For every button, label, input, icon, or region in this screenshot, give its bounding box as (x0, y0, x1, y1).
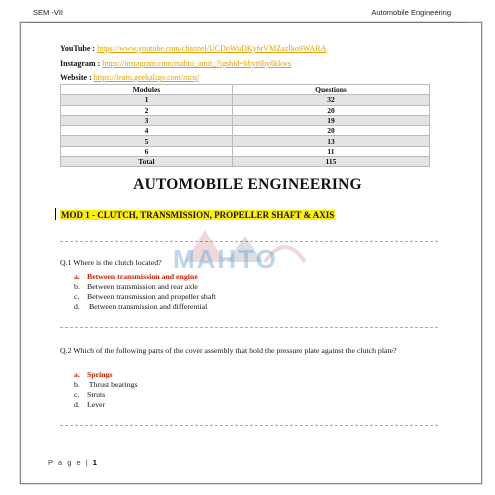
module-cell: Total (61, 157, 233, 167)
table-row (61, 157, 430, 167)
page-label: P a g e | (48, 458, 93, 467)
youtube-link[interactable]: https://www.youtube.com/channel/UCDoWuDKy6rVMZazIko9WARA (97, 44, 327, 53)
website-link-row (60, 73, 199, 82)
questions-cell: 20 (232, 126, 429, 136)
option-letter: b. (74, 380, 80, 389)
table-header-questions: Questions (232, 85, 429, 95)
q2-option-a (74, 370, 113, 379)
q1-option-a (74, 272, 198, 281)
question-2: Q.2 Which of the following parts of the cover assembly that hold the pressure plate against the clutch plate? (60, 346, 397, 355)
q1-option-b (74, 282, 198, 291)
separator: : (90, 44, 98, 53)
table-row (61, 105, 430, 115)
header-subject: Automobile Engineering (371, 8, 451, 17)
option-letter: a. (74, 272, 80, 281)
document-title: AUTOMOBILE ENGINEERING (133, 176, 362, 193)
modules-table (60, 84, 430, 167)
instagram-label: Instagram (60, 59, 96, 68)
youtube-link-row (60, 44, 326, 53)
option-letter: b. (74, 282, 80, 291)
option-text: Lever (87, 400, 106, 409)
module-cell: 3 (61, 115, 233, 125)
instagram-link-row (60, 59, 291, 68)
option-text: Springs (87, 370, 113, 379)
website-link[interactable]: https://learn.geekaligo.com/mcq/ (93, 73, 200, 82)
questions-cell: 115 (232, 157, 429, 167)
module-cell: 6 (61, 146, 233, 156)
text-cursor (55, 208, 56, 220)
module-cell: 5 (61, 136, 233, 146)
option-letter: a. (74, 370, 80, 379)
table-row (61, 136, 430, 146)
website-label: Website (60, 73, 88, 82)
option-letter: c. (74, 292, 80, 301)
instagram-link[interactable]: https://instagram.com/mahto_amit_?igshid=kbyt6by8kkws (102, 59, 291, 68)
page-footer (48, 458, 97, 467)
module-cell: 4 (61, 126, 233, 136)
q1-option-c (74, 292, 216, 301)
option-text: Thrust bearings (87, 380, 138, 389)
separator: : (95, 59, 103, 68)
dashed-divider (60, 425, 438, 426)
dashed-divider (60, 327, 438, 328)
questions-cell: 11 (232, 146, 429, 156)
questions-cell: 20 (232, 105, 429, 115)
questions-cell: 19 (232, 115, 429, 125)
separator: : (87, 73, 94, 82)
table-header-modules: Modules (61, 85, 233, 95)
youtube-label: YouTube (60, 44, 91, 53)
table-row (61, 95, 430, 105)
option-letter: c. (74, 390, 80, 399)
table-header-row (61, 85, 430, 95)
q2-option-c (74, 390, 105, 399)
header-divider (28, 22, 467, 23)
option-text: Between transmission and propeller shaft (87, 292, 217, 301)
option-text: Between transmission and differential (87, 302, 208, 311)
option-letter: d. (74, 302, 80, 311)
module-cell: 1 (61, 95, 233, 105)
question-1: Q.1 Where is the clutch located? (60, 258, 162, 267)
questions-cell: 13 (232, 136, 429, 146)
q2-option-b (74, 380, 138, 389)
option-letter: d. (74, 400, 80, 409)
questions-cell: 32 (232, 95, 429, 105)
option-text: Struts (87, 390, 106, 399)
module-cell: 2 (61, 105, 233, 115)
table-row (61, 115, 430, 125)
page-number: 1 (92, 458, 97, 467)
module-heading: MOD 1 - CLUTCH, TRANSMISSION, PROPELLER SHAFT & AXIS (61, 210, 335, 220)
table-row (61, 126, 430, 136)
option-text: Between transmission and engine (87, 272, 198, 281)
header-semester: SEM -VII (33, 8, 64, 17)
option-text: Between transmission and rear axle (87, 282, 198, 291)
q2-option-d (74, 400, 105, 409)
table-row (61, 146, 430, 156)
watermark-text: MAHTO (173, 244, 278, 274)
q1-option-d (74, 302, 207, 311)
